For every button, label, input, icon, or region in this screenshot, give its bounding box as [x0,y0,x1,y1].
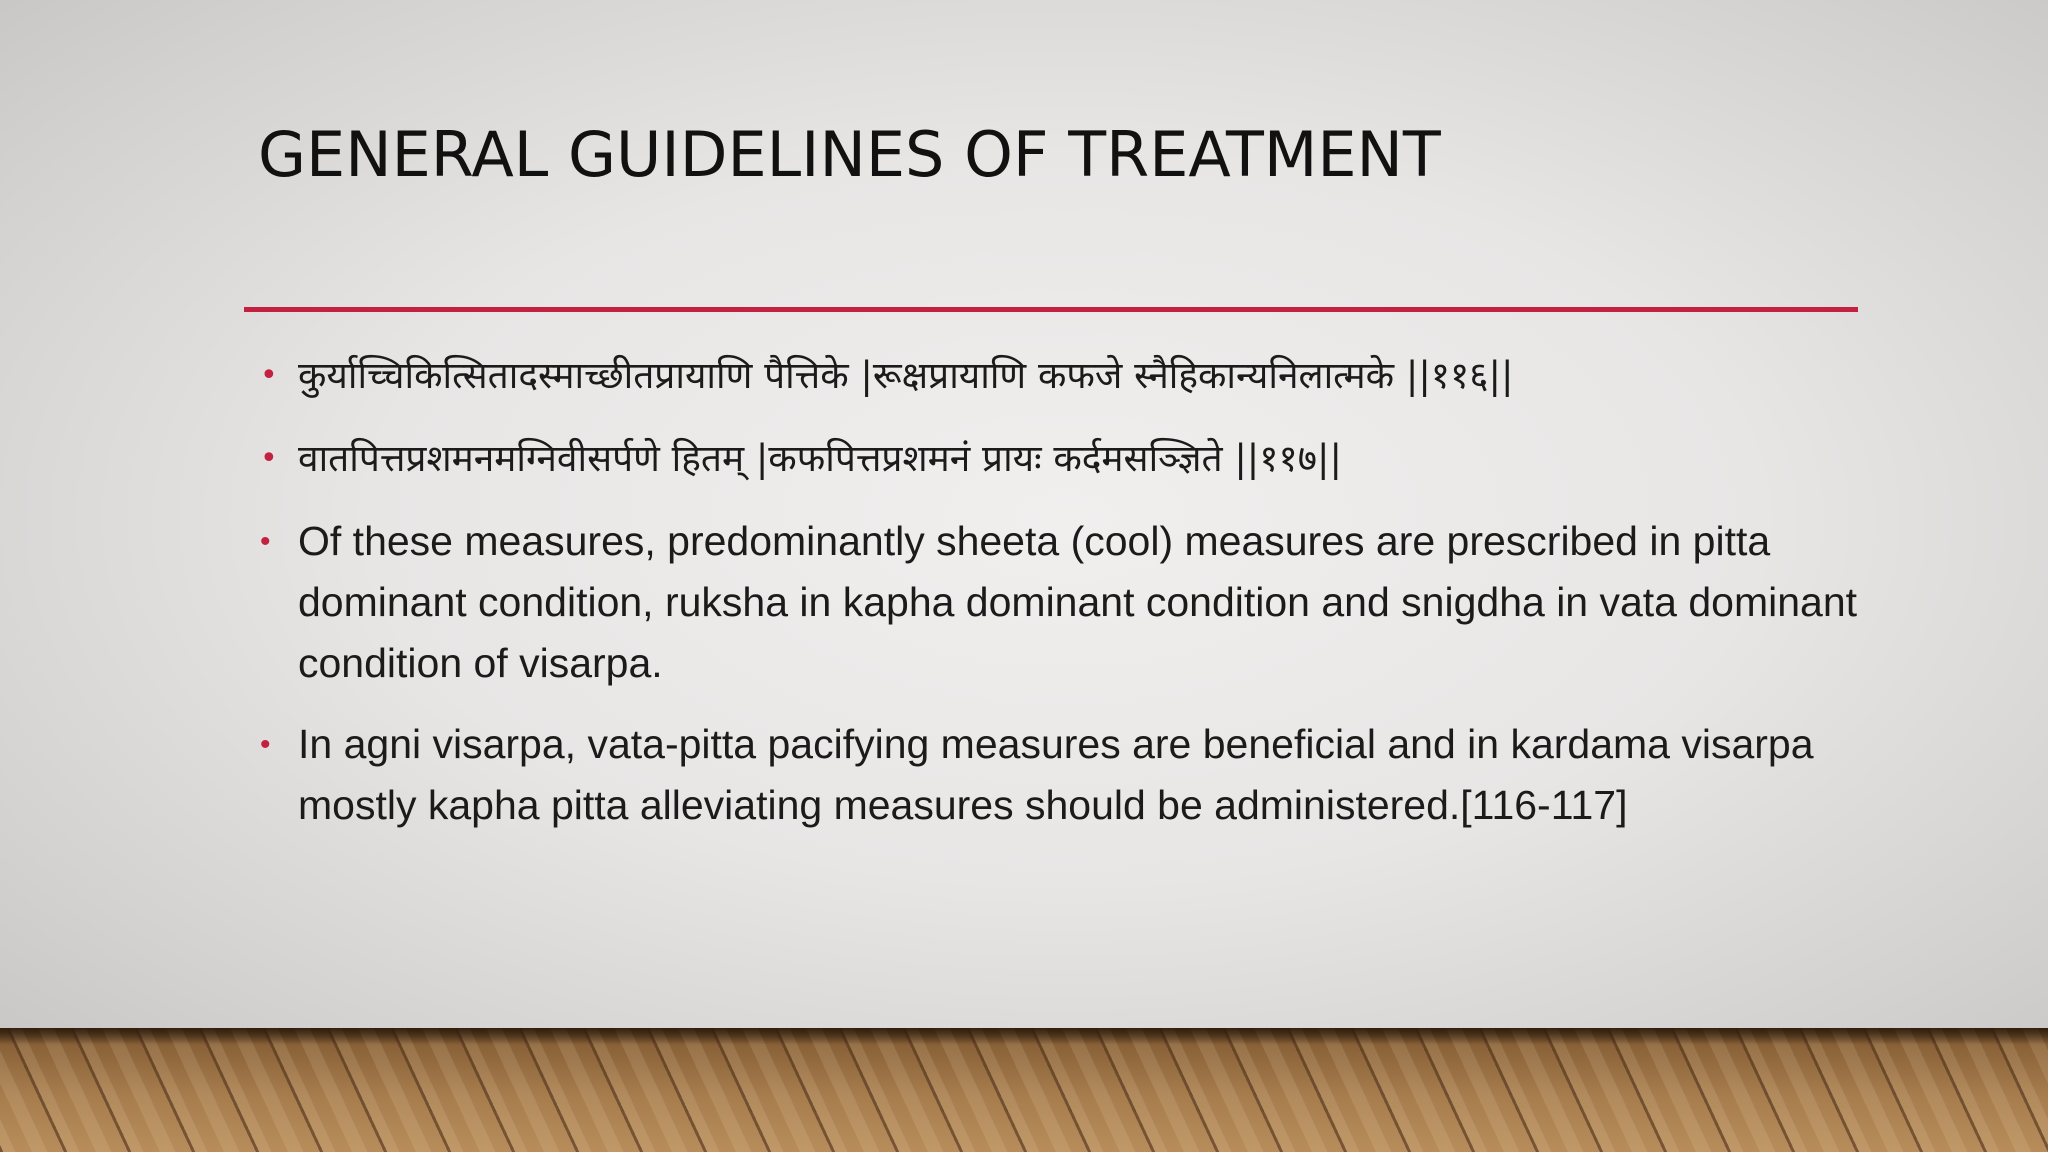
bullet-text: वातपित्तप्रशमनमग्निवीसर्पणे हितम् |कफपित्तप्रशमनं प्रायः कर्दमसञ्ज्ञिते ||११७|| [298,437,1342,480]
bullet-dot-icon: • [260,441,278,476]
wooden-floor-image [0,1028,2048,1152]
bullet-text: Of these measures, predominantly sheeta (cool) measures are prescribed in pitta dominant condition, ruksha in kapha dominant condition and snigdha in vata dominant condition of visarpa. [298,518,1858,686]
floor-shadow [0,1028,2048,1044]
bullet-item-measures [258,511,1858,694]
bullet-dot-icon: • [260,525,271,558]
bullet-item-sanskrit-verse-117 [258,428,1858,489]
bullet-item-sanskrit-verse-116 [258,345,1858,406]
bullet-text: कुर्याच्चिकित्सितादस्माच्छीतप्रायाणि पैत्तिके |रूक्षप्रायाणि कफजे स्नैहिकान्यनिलात्मके ||११६|| [298,354,1514,397]
slide-title: GENERAL GUIDELINES OF TREATMENT [258,118,1441,191]
bullet-text: In agni visarpa, vata-pitta pacifying measures are beneficial and in kardama visarpa mostly kapha pitta alleviating measures should be administered.[116-117] [298,721,1814,828]
bullet-dot-icon: • [260,358,278,393]
title-divider [244,307,1858,312]
bullet-dot-icon: • [260,728,271,761]
bullet-item-agni-visarpa [258,714,1858,836]
bullet-list [258,345,1858,856]
